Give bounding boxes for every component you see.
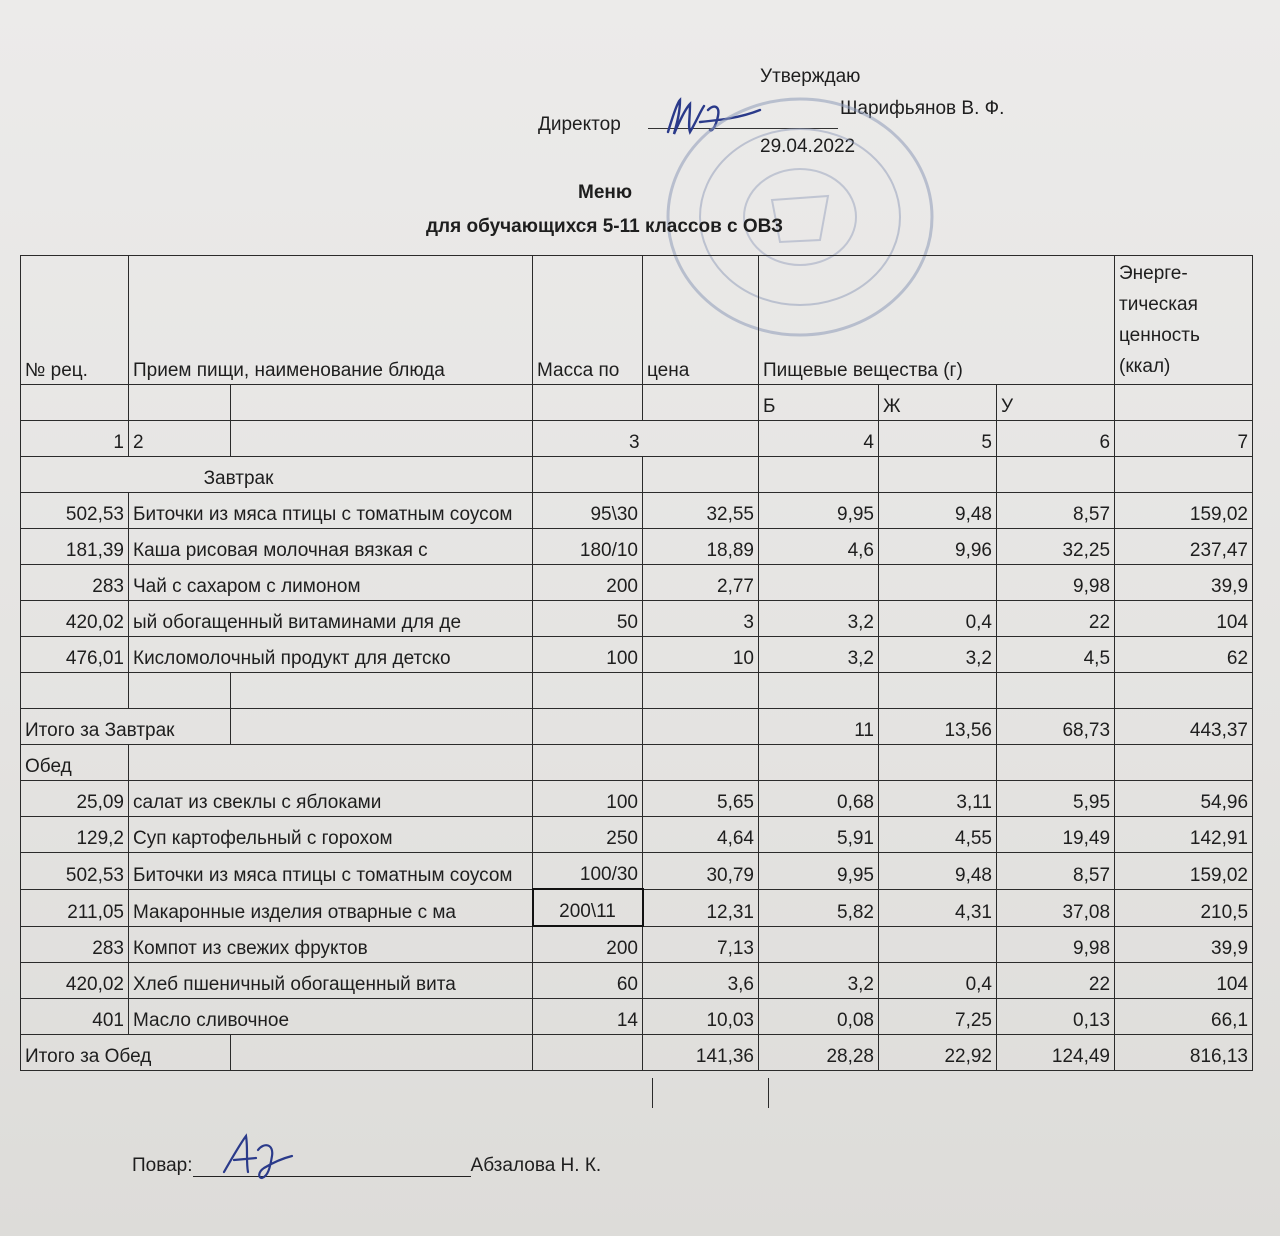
lunch-zh: 4,55 bbox=[879, 817, 997, 853]
col-number: 4 bbox=[759, 421, 879, 457]
breakfast-b: 3,2 bbox=[759, 601, 879, 637]
header-price: цена bbox=[643, 256, 759, 385]
breakfast-dish: ый обогащенный витаминами для де bbox=[129, 601, 533, 637]
breakfast-price: 32,55 bbox=[643, 493, 759, 529]
col-number: 7 bbox=[1115, 421, 1253, 457]
lunch-num: 502,53 bbox=[21, 853, 129, 890]
lunch-price: 10,03 bbox=[643, 999, 759, 1035]
breakfast-zh: 3,2 bbox=[879, 637, 997, 673]
cook-name: Абзалова Н. К. bbox=[470, 1155, 602, 1176]
lunch-row bbox=[21, 889, 1253, 926]
lunch-kcal: 210,5 bbox=[1115, 889, 1253, 926]
breakfast-rows bbox=[21, 493, 1253, 673]
col-number: 2 bbox=[129, 421, 231, 457]
breakfast-mass: 200 bbox=[533, 565, 643, 601]
cook-label: Повар: bbox=[132, 1155, 193, 1176]
lunch-u: 37,08 bbox=[997, 889, 1115, 926]
breakfast-num: 181,39 bbox=[21, 529, 129, 565]
lunch-u: 8,57 bbox=[997, 853, 1115, 890]
header-energy: Энерге-тическая ценность (ккал) bbox=[1115, 256, 1253, 385]
lunch-b: 0,08 bbox=[759, 999, 879, 1035]
breakfast-b: 4,6 bbox=[759, 529, 879, 565]
menu-subtitle: для обучающихся 5-11 классов с ОВЗ bbox=[426, 216, 784, 237]
header-nutrients: Пищевые вещества (г) bbox=[759, 256, 1115, 385]
breakfast-row bbox=[21, 565, 1253, 601]
lunch-b: 3,2 bbox=[759, 963, 879, 999]
lunch-mass: 200\11 bbox=[533, 889, 643, 926]
lunch-price: 3,6 bbox=[643, 963, 759, 999]
breakfast-u: 22 bbox=[997, 601, 1115, 637]
lunch-num: 129,2 bbox=[21, 817, 129, 853]
lunch-total-u: 124,49 bbox=[997, 1035, 1115, 1071]
breakfast-price: 3 bbox=[643, 601, 759, 637]
breakfast-price: 18,89 bbox=[643, 529, 759, 565]
breakfast-num: 420,02 bbox=[21, 601, 129, 637]
lunch-dish: Биточки из мяса птицы с томатным соусом bbox=[129, 853, 533, 890]
lunch-kcal: 159,02 bbox=[1115, 853, 1253, 890]
lunch-row bbox=[21, 781, 1253, 817]
breakfast-zh: 9,48 bbox=[879, 493, 997, 529]
lunch-dish: Хлеб пшеничный обогащенный вита bbox=[129, 963, 533, 999]
breakfast-dish: Каша рисовая молочная вязкая с bbox=[129, 529, 533, 565]
col-number: 3 bbox=[533, 421, 759, 457]
lunch-price: 30,79 bbox=[643, 853, 759, 890]
breakfast-row bbox=[21, 637, 1253, 673]
breakfast-total-u: 68,73 bbox=[997, 709, 1115, 745]
lunch-kcal: 39,9 bbox=[1115, 926, 1253, 963]
lunch-zh: 9,48 bbox=[879, 853, 997, 890]
breakfast-mass: 180/10 bbox=[533, 529, 643, 565]
lunch-b: 9,95 bbox=[759, 853, 879, 890]
breakfast-total-b: 11 bbox=[759, 709, 879, 745]
subheader-row bbox=[21, 385, 1253, 421]
lunch-zh: 7,25 bbox=[879, 999, 997, 1035]
lunch-price: 7,13 bbox=[643, 926, 759, 963]
header-mass: Масса по bbox=[533, 256, 643, 385]
breakfast-u: 8,57 bbox=[997, 493, 1115, 529]
lunch-mass: 100/30 bbox=[533, 853, 643, 890]
lunch-b: 0,68 bbox=[759, 781, 879, 817]
breakfast-b bbox=[759, 565, 879, 601]
lunch-b: 5,91 bbox=[759, 817, 879, 853]
lunch-num: 420,02 bbox=[21, 963, 129, 999]
breakfast-price: 10 bbox=[643, 637, 759, 673]
cook-signature-block bbox=[132, 1155, 601, 1177]
lunch-dish: Макаронные изделия отварные с ма bbox=[129, 889, 533, 926]
lunch-total-price: 141,36 bbox=[643, 1035, 759, 1071]
lunch-dish: Компот из свежих фруктов bbox=[129, 926, 533, 963]
lunch-num: 401 bbox=[21, 999, 129, 1035]
breakfast-zh: 0,4 bbox=[879, 601, 997, 637]
breakfast-dish: Кисломолочный продукт для детско bbox=[129, 637, 533, 673]
lunch-row bbox=[21, 926, 1253, 963]
lunch-kcal: 54,96 bbox=[1115, 781, 1253, 817]
lunch-total-zh: 22,92 bbox=[879, 1035, 997, 1071]
lunch-price: 5,65 bbox=[643, 781, 759, 817]
breakfast-num: 502,53 bbox=[21, 493, 129, 529]
lunch-kcal: 66,1 bbox=[1115, 999, 1253, 1035]
lunch-mass: 250 bbox=[533, 817, 643, 853]
column-number-row bbox=[21, 421, 1253, 457]
lunch-label: Обед bbox=[21, 745, 129, 781]
table-trailing-line bbox=[768, 1078, 769, 1108]
lunch-dish: Суп картофельный с горохом bbox=[129, 817, 533, 853]
breakfast-u: 32,25 bbox=[997, 529, 1115, 565]
breakfast-row bbox=[21, 529, 1253, 565]
lunch-zh: 0,4 bbox=[879, 963, 997, 999]
table-trailing-line bbox=[652, 1078, 653, 1108]
breakfast-kcal: 39,9 bbox=[1115, 565, 1253, 601]
lunch-u: 5,95 bbox=[997, 781, 1115, 817]
lunch-zh: 4,31 bbox=[879, 889, 997, 926]
breakfast-zh: 9,96 bbox=[879, 529, 997, 565]
breakfast-kcal: 237,47 bbox=[1115, 529, 1253, 565]
lunch-b bbox=[759, 926, 879, 963]
lunch-rows bbox=[21, 781, 1253, 1035]
lunch-total-row bbox=[21, 1035, 1253, 1071]
breakfast-kcal: 159,02 bbox=[1115, 493, 1253, 529]
lunch-u: 0,13 bbox=[997, 999, 1115, 1035]
lunch-num: 25,09 bbox=[21, 781, 129, 817]
director-label: Директор bbox=[538, 114, 621, 135]
breakfast-mass: 100 bbox=[533, 637, 643, 673]
lunch-total-kcal: 816,13 bbox=[1115, 1035, 1253, 1071]
lunch-dish: Масло сливочное bbox=[129, 999, 533, 1035]
breakfast-u: 4,5 bbox=[997, 637, 1115, 673]
lunch-price: 4,64 bbox=[643, 817, 759, 853]
lunch-price: 12,31 bbox=[643, 889, 759, 926]
cook-signature bbox=[218, 1128, 298, 1184]
col-number: 1 bbox=[21, 421, 129, 457]
breakfast-total-zh: 13,56 bbox=[879, 709, 997, 745]
lunch-kcal: 104 bbox=[1115, 963, 1253, 999]
breakfast-kcal: 62 bbox=[1115, 637, 1253, 673]
header-row bbox=[21, 256, 1253, 385]
lunch-kcal: 142,91 bbox=[1115, 817, 1253, 853]
menu-table bbox=[20, 255, 1253, 1071]
breakfast-label: Завтрак bbox=[21, 457, 533, 493]
breakfast-zh bbox=[879, 565, 997, 601]
breakfast-mass: 95\30 bbox=[533, 493, 643, 529]
breakfast-b: 3,2 bbox=[759, 637, 879, 673]
lunch-row bbox=[21, 853, 1253, 890]
header-num: № рец. bbox=[21, 256, 129, 385]
approve-word: Утверждаю bbox=[760, 66, 861, 87]
lunch-total-b: 28,28 bbox=[759, 1035, 879, 1071]
empty-row bbox=[21, 673, 1253, 709]
col-number: 5 bbox=[879, 421, 997, 457]
col-number: 6 bbox=[997, 421, 1115, 457]
lunch-dish: салат из свеклы с яблоками bbox=[129, 781, 533, 817]
breakfast-b: 9,95 bbox=[759, 493, 879, 529]
lunch-u: 22 bbox=[997, 963, 1115, 999]
breakfast-row bbox=[21, 601, 1253, 637]
breakfast-mass: 50 bbox=[533, 601, 643, 637]
lunch-mass: 100 bbox=[533, 781, 643, 817]
breakfast-price: 2,77 bbox=[643, 565, 759, 601]
breakfast-u: 9,98 bbox=[997, 565, 1115, 601]
breakfast-kcal: 104 bbox=[1115, 601, 1253, 637]
breakfast-dish: Чай с сахаром с лимоном bbox=[129, 565, 533, 601]
lunch-total-label: Итого за Обед bbox=[21, 1035, 231, 1071]
breakfast-section-row bbox=[21, 457, 1253, 493]
header-dish: Прием пищи, наименование блюда bbox=[129, 256, 533, 385]
lunch-u: 19,49 bbox=[997, 817, 1115, 853]
breakfast-total-label: Итого за Завтрак bbox=[21, 709, 231, 745]
header-b: Б bbox=[759, 385, 879, 421]
header-u: У bbox=[997, 385, 1115, 421]
menu-title: Меню bbox=[578, 182, 633, 203]
lunch-num: 211,05 bbox=[21, 889, 129, 926]
director-name: Шарифьянов В. Ф. bbox=[840, 98, 1005, 119]
lunch-section-row bbox=[21, 745, 1253, 781]
lunch-u: 9,98 bbox=[997, 926, 1115, 963]
lunch-b: 5,82 bbox=[759, 889, 879, 926]
breakfast-dish: Биточки из мяса птицы с томатным соусом bbox=[129, 493, 533, 529]
header-zh: Ж bbox=[879, 385, 997, 421]
breakfast-row bbox=[21, 493, 1253, 529]
lunch-row bbox=[21, 963, 1253, 999]
breakfast-total-kcal: 443,37 bbox=[1115, 709, 1253, 745]
approval-date: 29.04.2022 bbox=[760, 136, 856, 157]
lunch-mass: 200 bbox=[533, 926, 643, 963]
breakfast-total-row bbox=[21, 709, 1253, 745]
breakfast-num: 476,01 bbox=[21, 637, 129, 673]
lunch-zh bbox=[879, 926, 997, 963]
lunch-row bbox=[21, 817, 1253, 853]
lunch-mass: 60 bbox=[533, 963, 643, 999]
lunch-row bbox=[21, 999, 1253, 1035]
lunch-zh: 3,11 bbox=[879, 781, 997, 817]
lunch-num: 283 bbox=[21, 926, 129, 963]
breakfast-num: 283 bbox=[21, 565, 129, 601]
lunch-mass: 14 bbox=[533, 999, 643, 1035]
